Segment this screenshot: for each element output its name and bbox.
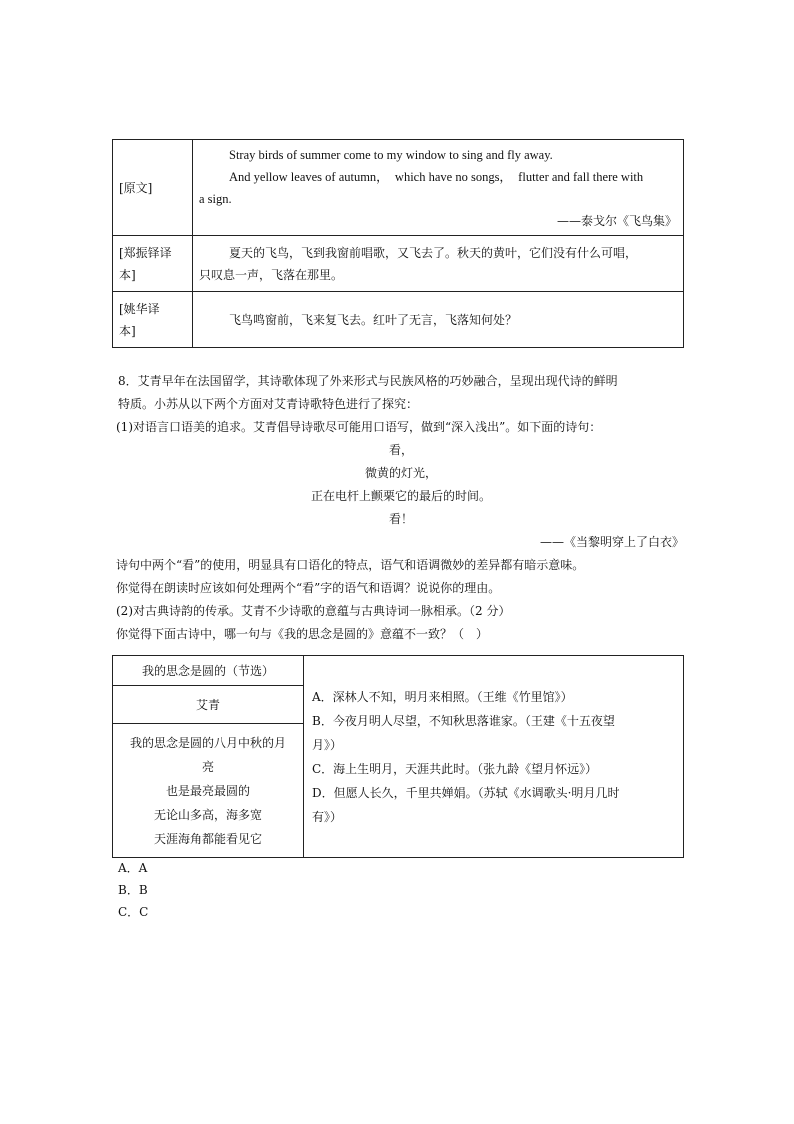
- translation-line: 夏天的飞鸟，飞到我窗前唱歌，又飞去了。秋天的黄叶，它们没有什么可唱，: [229, 245, 638, 260]
- question-ask: 你觉得在朗读时应该如何处理两个“看”字的语气和语调？说说你的理由。: [116, 581, 501, 595]
- answer-choice[interactable]: B．B: [118, 883, 148, 897]
- poem-author: 艾青: [113, 686, 304, 724]
- note: 诗句中两个“看”的使用，明显具有口语化的特点，语气和语调微妙的差异都有暗示意味。: [116, 558, 585, 572]
- option-b-cont: 月》）: [312, 737, 343, 752]
- question-8: [118, 370, 684, 646]
- original-line: a sign.: [199, 191, 232, 206]
- option-d: D．但愿人长久，千里共婵娟。（苏轼《水调歌头·明月几时: [312, 785, 620, 800]
- table-row: [113, 292, 684, 348]
- row-label: [113, 292, 193, 348]
- answer-choice[interactable]: C．C: [118, 905, 149, 919]
- original-text-cell: [193, 140, 684, 236]
- question-intro: 特质。小苏从以下两个方面对艾青诗歌特色进行了探究：: [118, 397, 419, 411]
- poem-source: ——《当黎明穿上了白衣》: [539, 535, 684, 549]
- option-c: C．海上生明月，天涯共此时。（张九龄《望月怀远》）: [312, 761, 598, 776]
- poem-excerpt: [113, 724, 304, 858]
- row-label-line: [姚华译: [119, 301, 160, 316]
- options-cell: [304, 656, 684, 858]
- option-a: A．深林人不知，明月来相照。（王维《竹里馆》）: [312, 689, 573, 704]
- poem-line: 天涯海角都能看见它: [153, 831, 262, 846]
- option-b: B．今夜月明人尽望，不知秋思落谁家。（王建《十五夜望: [312, 713, 615, 728]
- table-row: [113, 656, 684, 686]
- answer-choice[interactable]: A．A: [118, 861, 148, 875]
- poem-line: 正在电杆上颤栗它的最后的时间。: [310, 489, 491, 503]
- row-label: [原文]: [113, 140, 193, 236]
- choice-table: [112, 655, 684, 858]
- table-row: [113, 140, 684, 236]
- row-label: [113, 236, 193, 292]
- poem-line: 微黄的灯光，: [364, 466, 437, 480]
- poem-line: 看，: [388, 443, 413, 457]
- part-2: (2)对古典诗韵的传承。艾青不少诗歌的意蕴与古典诗词一脉相承。（2 分）: [116, 604, 511, 618]
- poem-line: 也是最亮最圆的: [165, 783, 250, 798]
- poem-title: 我的思念是圆的（节选）: [113, 656, 304, 686]
- original-line: Stray birds of summer come to my window to sing and fly away.: [229, 147, 553, 162]
- poem-line: 亮: [201, 759, 214, 774]
- row-label-line: [郑振铎译: [119, 245, 172, 260]
- translation-line: 只叹息一声，飞落在那里。: [199, 267, 344, 282]
- table-row: [113, 236, 684, 292]
- attribution: ——泰戈尔《飞鸟集》: [556, 213, 677, 228]
- translation-cell: [193, 236, 684, 292]
- option-d-cont: 有》）: [312, 809, 343, 824]
- poem-line: 无论山多高，海多宽: [153, 807, 262, 822]
- row-label-line: 本]: [119, 267, 136, 282]
- question-ask: 你觉得下面古诗中，哪一句与《我的思念是圆的》意蕴不一致？（ ）: [116, 627, 489, 641]
- translation-line: 飞鸟鸣窗前，飞来复飞去。红叶了无言，飞落知何处？: [229, 312, 518, 327]
- original-line: And yellow leaves of autumn， which have no songs， flutter and fall there with: [229, 169, 644, 184]
- part-1: (1)对语言口语美的追求。艾青倡导诗歌尽可能用口语写，做到“深入浅出”。如下面的诗句：: [116, 420, 602, 434]
- poem-line: 看！: [388, 512, 413, 526]
- row-label-line: 本]: [119, 323, 136, 338]
- question-intro: 8．艾青早年在法国留学，其诗歌体现了外来形式与民族风格的巧妙融合，呈现出现代诗的鲜明: [118, 374, 618, 388]
- poem-translation-table: [112, 139, 684, 348]
- translation-cell: [193, 292, 684, 348]
- poem-line: 我的思念是圆的八月中秋的月: [129, 735, 286, 750]
